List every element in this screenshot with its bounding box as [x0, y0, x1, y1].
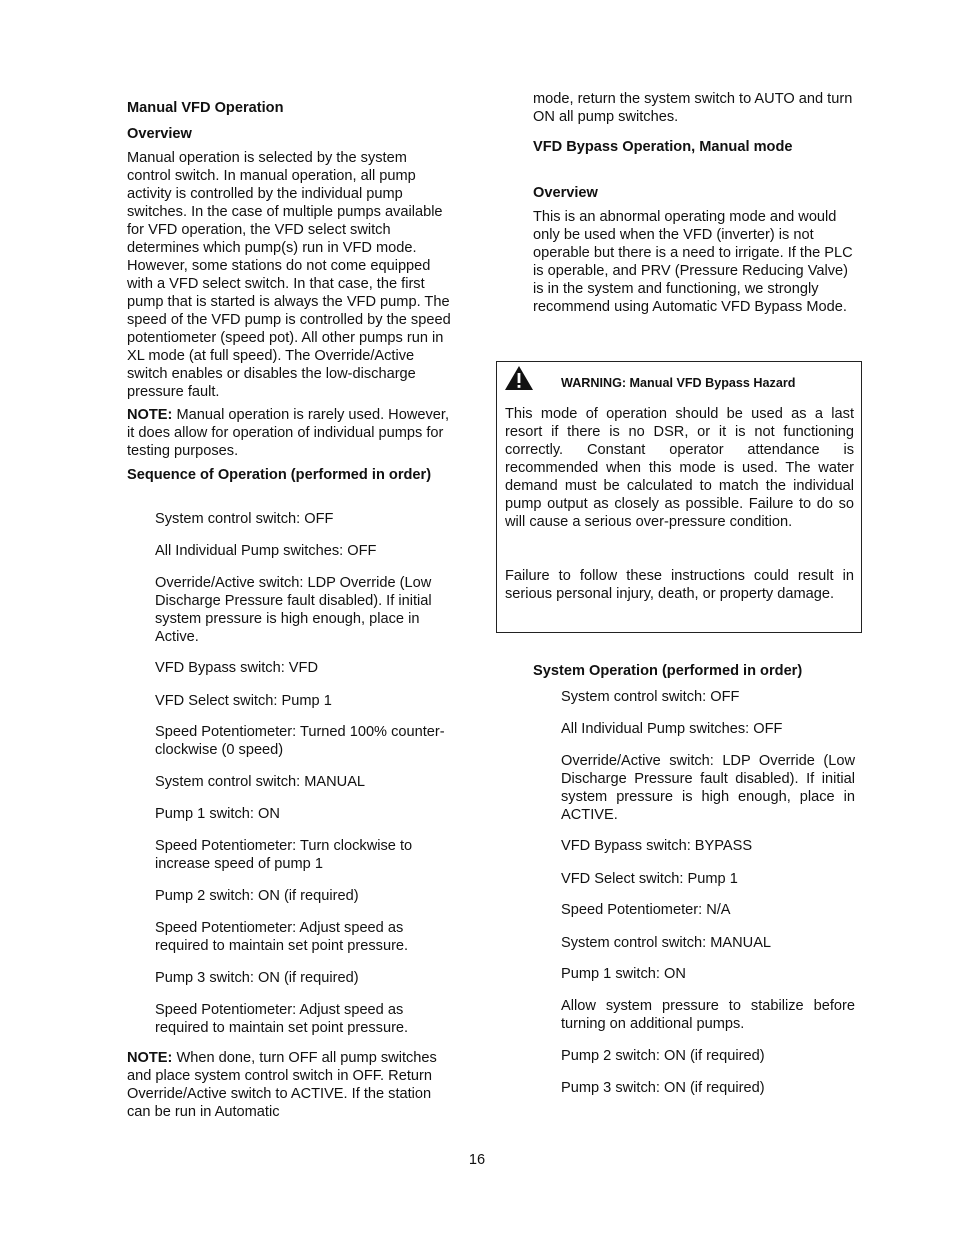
continuation-paragraph: mode, return the system switch to AUTO and turn ON all pump switches. [533, 91, 853, 125]
overview-heading: Overview [533, 185, 598, 201]
list-item: Override/Active switch: LDP Override (Low Discharge Pressure fault disabled). If initial system pressure is high enough, place in ACTIVE. [561, 753, 855, 823]
list-item: All Individual Pump switches: OFF [561, 721, 783, 737]
sequence-heading: Sequence of Operation (performed in order) [127, 467, 432, 483]
list-item: System control switch: OFF [561, 689, 740, 705]
list-item: System control switch: MANUAL [561, 935, 772, 951]
list-item: Pump 2 switch: ON (if required) [155, 888, 359, 904]
list-item: Speed Potentiometer: Adjust speed as required to maintain set point pressure. [155, 920, 409, 954]
overview-heading: Overview [127, 126, 192, 142]
note-paragraph [127, 406, 452, 460]
closing-note-paragraph [127, 1049, 452, 1121]
list-item: Pump 1 switch: ON [561, 966, 686, 982]
warning-title: WARNING: Manual VFD Bypass Hazard [561, 376, 796, 390]
list-item: System control switch: MANUAL [155, 774, 366, 790]
note-label: NOTE: [127, 407, 173, 423]
list-item: VFD Bypass switch: VFD [155, 660, 318, 676]
system-operation-heading: System Operation (performed in order) [533, 663, 803, 679]
warning-consequence-paragraph: Failure to follow these instructions could result in serious personal injury, death, or property damage. [505, 568, 854, 602]
list-item: Allow system pressure to stabilize before turning on additional pumps. [561, 998, 855, 1032]
list-item: Pump 2 switch: ON (if required) [561, 1048, 765, 1064]
bypass-heading: VFD Bypass Operation, Manual mode [533, 139, 793, 155]
warning-box [496, 361, 862, 633]
list-item: VFD Select switch: Pump 1 [561, 871, 738, 887]
note-text: Manual operation is rarely used. However, it does allow for operation of individual pumps for testing purposes. [127, 407, 450, 459]
note-label: NOTE: [127, 1050, 173, 1066]
list-item: Pump 3 switch: ON (if required) [155, 970, 359, 986]
list-item: Speed Potentiometer: Adjust speed as required to maintain set point pressure. [155, 1002, 409, 1036]
page-number: 16 [468, 1152, 486, 1168]
overview-paragraph: Manual operation is selected by the system control switch. In manual operation, all pump activity is controlled by the individual pump switches. In the case of multiple pumps available for VFD operation, the VFD select switch determines which pump(s) run in VFD mode. However, some stations do not come equipped with a VFD select switch. In that case, the first pump that is started is always the VFD pump. The speed of the VFD pump is controlled by the speed potentiometer (speed pot). All other pumps run in XL mode (at full speed). The Override/Active switch enables or disables the low-discharge pressure fault. [127, 150, 451, 400]
list-item: Speed Potentiometer: Turned 100% counter-clockwise (0 speed) [155, 724, 445, 758]
list-item: Speed Potentiometer: Turn clockwise to increase speed of pump 1 [155, 838, 413, 872]
overview-paragraph: This is an abnormal operating mode and would only be used when the VFD (inverter) is not operable but there is a need to irrigate. If the PLC is operable, and PRV (Pressure Reducing Valve) is in the system and functioning, we strongly recommend using Automatic VFD Bypass Mode. [533, 209, 853, 315]
list-item: VFD Bypass switch: BYPASS [561, 838, 753, 854]
warning-triangle-icon [504, 365, 534, 391]
list-item: Pump 1 switch: ON [155, 806, 280, 822]
section-title: Manual VFD Operation [127, 100, 284, 116]
list-item: Pump 3 switch: ON (if required) [561, 1080, 765, 1096]
list-item: Override/Active switch: LDP Override (Low Discharge Pressure fault disabled). If initial system pressure is high enough, place in Active. [155, 575, 432, 645]
list-item: Speed Potentiometer: N/A [561, 902, 731, 918]
note-text: When done, turn OFF all pump switches and place system control switch in OFF. Return Override/Active switch to ACTIVE. If the station can be run in Automatic [127, 1050, 437, 1120]
warning-paragraph: This mode of operation should be used as a last resort if there is no DSR, or it is not functioning correctly. Constant operator attendance is recommended when this mode is used. The water demand must be calculated to match the individual pump output as closely as possible. Failure to do so will cause a serious over-pressure condition. [505, 406, 854, 530]
list-item: All Individual Pump switches: OFF [155, 543, 377, 559]
list-item: VFD Select switch: Pump 1 [155, 693, 332, 709]
list-item: System control switch: OFF [155, 511, 334, 527]
